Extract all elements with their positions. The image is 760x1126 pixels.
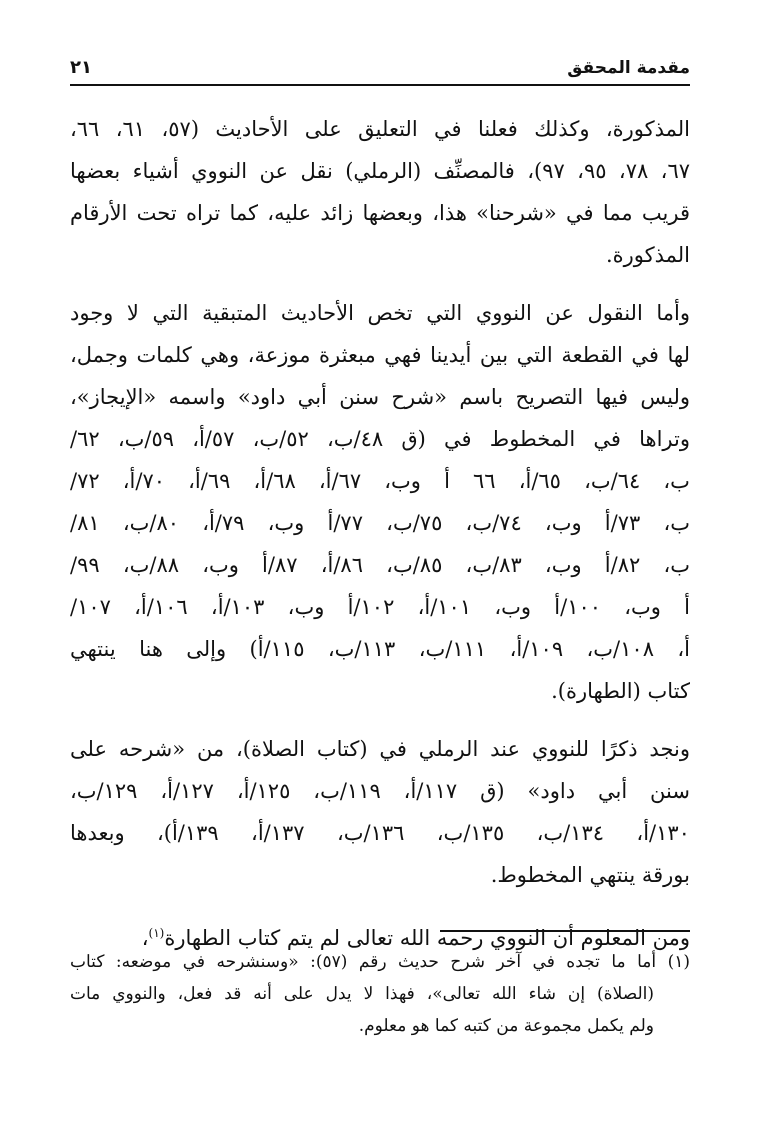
paragraph-3 xyxy=(70,728,690,896)
text-line: المذكورة. xyxy=(605,243,690,267)
text-line: وأما النقول عن النووي التي تخص الأحاديث المتبقية التي لا وجود xyxy=(70,301,690,325)
footnote-divider xyxy=(440,930,690,932)
footnote xyxy=(70,946,690,1042)
main-text xyxy=(70,108,690,975)
text-line: أ وب، ١٠٠/أ وب، ١٠١/أ، ١٠٢/أ وب، ١٠٣/أ، ١٠٦/أ، ١٠٧/ xyxy=(70,595,691,619)
text-line: قريب مما في «شرحنا» هذا، وبعضها زائد عليه، كما تراه تحت الأرقام xyxy=(70,201,690,225)
running-title: مقدمة المحقق xyxy=(567,58,690,78)
text-line: كتاب (الطهارة). xyxy=(551,679,690,703)
footnote-marker[interactable]: (١) xyxy=(148,926,165,940)
text-line: بورقة ينتهي المخطوط. xyxy=(490,863,690,887)
text-line: ونجد ذكرًا للنووي عند الرملي في (كتاب الصلاة)، من «شرحه على xyxy=(70,737,690,761)
footnote-line: ولم يكمل مجموعة من كتبه كما هو معلوم. xyxy=(358,1016,654,1036)
text-line: المذكورة، وكذلك فعلنا في التعليق على الأحاديث (٥٧، ٦١، ٦٦، xyxy=(70,117,691,141)
page-header xyxy=(70,50,690,86)
text-line: ٦٧، ٧٨، ٩٥، ٩٧)، فالمصنِّف (الرملي) نقل عن النووي أشياء بعضها xyxy=(70,159,691,183)
paragraph-1 xyxy=(70,108,690,276)
text-line: سنن أبي داود» (ق ١١٧/أ، ١١٩/ب، ١٢٥/أ، ١٢٧/أ، ١٢٩/ب، xyxy=(70,779,690,803)
page-number: ٢١ xyxy=(70,57,92,78)
text-line: لها في القطعة التي بين أيدينا فهي مبعثرة موزعة، وهي كلمات وجمل، xyxy=(70,343,690,367)
text-line: أ، ١٠٨/ب، ١٠٩/أ، ١١١/ب، ١١٣/ب، ١١٥/أ) وإلى هنا ينتهي xyxy=(70,637,690,661)
text-line: ب، ٧٣/أ وب، ٧٤/ب، ٧٥/ب، ٧٧/أ وب، ٧٩/أ، ٨٠/ب، ٨١/ xyxy=(70,511,690,535)
text-line: ١٣٠/أ، ١٣٤/ب، ١٣٥/ب، ١٣٦/ب، ١٣٧/أ، ١٣٩/أ)، وبعدها xyxy=(70,821,690,845)
text-line: وليس فيها التصريح باسم «شرح سنن أبي داود» واسمه «الإيجاز»، xyxy=(70,385,690,409)
text-line: ب، ٦٤/ب، ٦٥/أ، ٦٦ أ وب، ٦٧/أ، ٦٨/أ، ٦٩/أ، ٧٠/أ، ٧٢/ xyxy=(70,469,690,493)
footnote-line: (١) أما ما تجده في آخر شرح حديث رقم (٥٧): «وسنشرحه في موضعه: كتاب xyxy=(70,952,690,972)
text-segment: ومن المعلوم أن النووي رحمه الله تعالى لم يتم كتاب الطهارة xyxy=(164,926,690,950)
text-line: وتراها في المخطوط في (ق ٤٨/ب، ٥٢/ب، ٥٧/أ، ٥٩/ب، ٦٢/ xyxy=(70,427,690,451)
footnote-line: (الصلاة) إن شاء الله تعالى»، فهذا لا يدل على أنه قد فعل، والنووي مات xyxy=(70,984,654,1004)
trailing-punctuation: ، xyxy=(141,926,149,950)
paragraph-2 xyxy=(70,292,690,712)
text-line: ب، ٨٢/أ وب، ٨٣/ب، ٨٥/ب، ٨٦/أ، ٨٧/أ وب، ٨٨/ب، ٩٩/ xyxy=(70,553,690,577)
